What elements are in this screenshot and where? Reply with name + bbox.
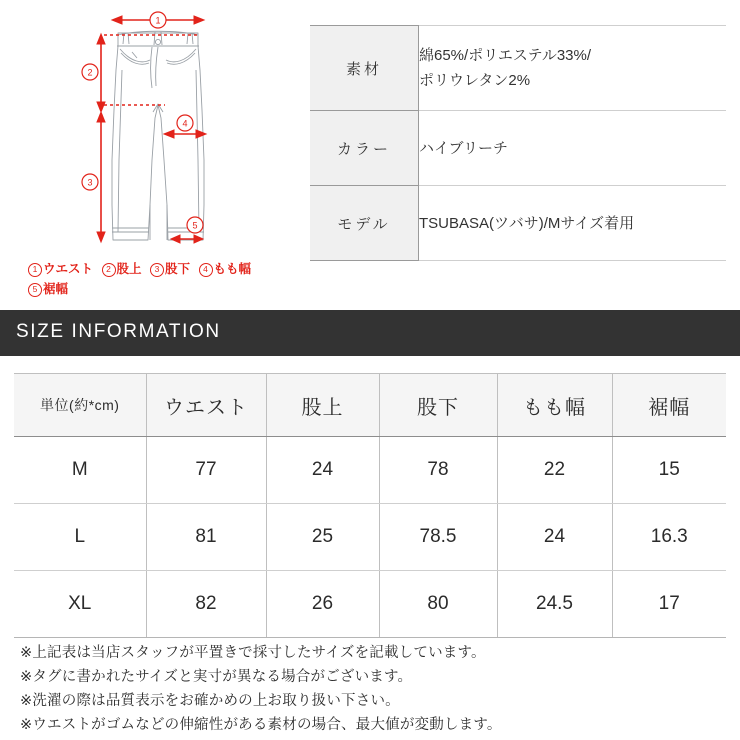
- size-chart-header-unit: 単位(約*cm): [14, 374, 146, 437]
- table-row: [14, 437, 726, 504]
- circled-number-2-icon: 2: [102, 263, 116, 277]
- size-cell-hem-l: 16.3: [612, 504, 726, 571]
- circled-number-5-icon: 5: [28, 283, 42, 297]
- size-cell-thigh-xl: 24.5: [497, 571, 612, 638]
- size-note-2: ※タグに書かれたサイズと実寸が異なる場合がございます。: [20, 669, 413, 685]
- product-detail-table: [310, 25, 726, 261]
- size-cell-rise-m: 24: [266, 437, 379, 504]
- legend-item-3: [150, 259, 190, 279]
- legend-item-1: [28, 259, 93, 279]
- legend-label-4: もも幅: [213, 262, 252, 276]
- measurement-diagram: [0, 0, 300, 310]
- size-chart-header-inseam: 股下: [379, 374, 497, 437]
- legend-label-5: 裾幅: [43, 282, 69, 296]
- spec-value-model-line-1: TSUBASA(ツバサ)/Mサイズ着用: [419, 214, 635, 232]
- size-cell-thigh-l: 24: [497, 504, 612, 571]
- size-chart-header-row: [14, 374, 726, 437]
- size-chart-header-hem: 裾幅: [612, 374, 726, 437]
- size-cell-name-l: L: [14, 504, 146, 571]
- legend-label-3: 股下: [165, 262, 191, 276]
- size-cell-inseam-l: 78.5: [379, 504, 497, 571]
- size-cell-thigh-m: 22: [497, 437, 612, 504]
- size-cell-waist-xl: 82: [146, 571, 266, 638]
- size-information-title: SIZE INFORMATION: [16, 321, 221, 342]
- size-chart-table: [14, 373, 726, 638]
- size-note-3: ※洗濯の際は品質表示をお確かめの上お取り扱い下さい。: [20, 693, 400, 709]
- svg-text:2: 2: [87, 67, 93, 78]
- legend-label-2: 股上: [116, 262, 142, 276]
- spec-value-material: [419, 26, 727, 111]
- product-spec-section: [0, 0, 740, 310]
- spec-row-material: [310, 26, 726, 111]
- spec-row-model: [310, 186, 726, 261]
- size-cell-name-xl: XL: [14, 571, 146, 638]
- size-chart-header-thigh: もも幅: [497, 374, 612, 437]
- size-cell-inseam-m: 78: [379, 437, 497, 504]
- svg-text:4: 4: [182, 118, 188, 129]
- size-chart-header-rise: 股上: [266, 374, 379, 437]
- spec-value-model: [419, 186, 727, 261]
- size-cell-inseam-xl: 80: [379, 571, 497, 638]
- size-note-4: ※ウエストがゴムなどの伸縮性がある素材の場合、最大値が変動します。: [20, 717, 502, 733]
- circled-number-4-icon: 4: [199, 263, 213, 277]
- spec-value-color-line-1: ハイブリーチ: [419, 139, 508, 157]
- svg-text:3: 3: [87, 177, 93, 188]
- spec-label-material: 素材: [310, 26, 419, 111]
- legend-label-1: ウエスト: [43, 262, 94, 276]
- spec-label-model: モデル: [310, 186, 419, 261]
- size-cell-rise-l: 25: [266, 504, 379, 571]
- size-notes: [20, 641, 720, 737]
- jeans-illustration-icon: [0, 0, 300, 260]
- table-row: [14, 571, 726, 638]
- spec-value-material-line-2: ポリウレタン2%: [419, 72, 531, 89]
- size-cell-waist-m: 77: [146, 437, 266, 504]
- legend-item-2: [102, 259, 142, 279]
- measurement-legend: [28, 259, 298, 299]
- legend-item-4: [199, 259, 252, 279]
- size-note-1: ※上記表は当店スタッフが平置きで採寸したサイズを記載しています。: [20, 645, 486, 661]
- size-cell-hem-xl: 17: [612, 571, 726, 638]
- circled-number-1-icon: 1: [28, 263, 42, 277]
- svg-text:1: 1: [155, 15, 161, 26]
- svg-text:5: 5: [192, 220, 198, 231]
- spec-value-color: [419, 111, 727, 186]
- size-chart-header-waist: ウエスト: [146, 374, 266, 437]
- legend-item-5: [28, 279, 68, 299]
- size-information-band: [0, 310, 740, 356]
- table-row: [14, 504, 726, 571]
- size-cell-rise-xl: 26: [266, 571, 379, 638]
- size-cell-name-m: M: [14, 437, 146, 504]
- spec-row-color: [310, 111, 726, 186]
- spec-label-color: カラー: [310, 111, 419, 186]
- circled-number-3-icon: 3: [150, 263, 164, 277]
- size-cell-hem-m: 15: [612, 437, 726, 504]
- size-cell-waist-l: 81: [146, 504, 266, 571]
- spec-value-material-line-1: 綿65%/ポリエステル33%/: [419, 47, 592, 64]
